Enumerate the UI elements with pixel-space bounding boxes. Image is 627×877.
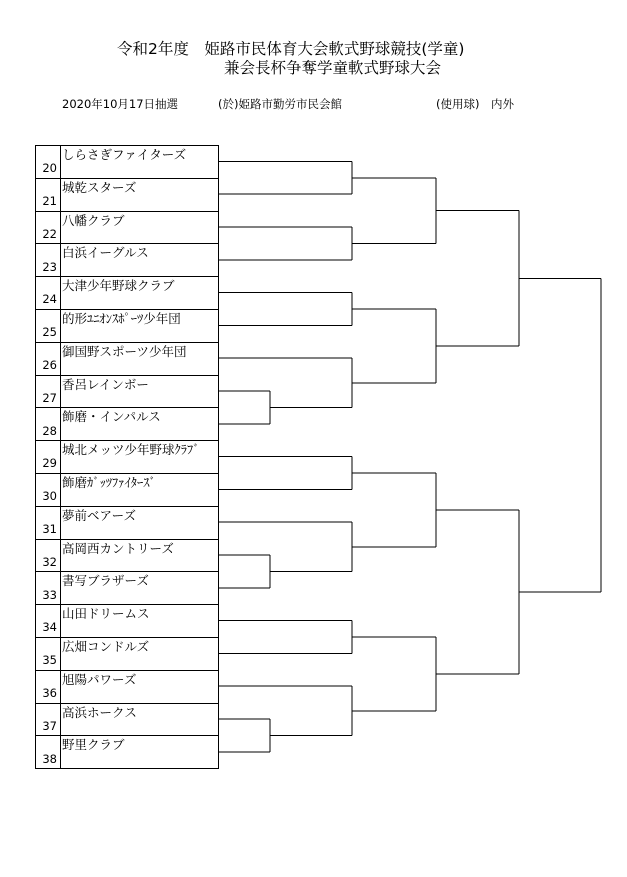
team-number: 34 (42, 620, 57, 635)
team-name: 飾磨ｶﾞｯﾂﾌｧｲﾀｰｽﾞ (62, 474, 156, 490)
team-number: 24 (42, 292, 57, 307)
team-number: 36 (42, 686, 57, 701)
team-number: 26 (42, 358, 57, 373)
team-number: 33 (42, 587, 57, 602)
team-name: 的形ﾕﾆｵﾝｽﾎﾟｰﾂ少年団 (62, 310, 181, 326)
team-number: 31 (42, 522, 57, 537)
team-number: 29 (42, 456, 57, 471)
team-name: 山田ドリームス (62, 606, 150, 622)
team-name: 飾磨・インパルス (62, 409, 161, 425)
team-name: 大津少年野球クラブ (62, 278, 175, 294)
team-name: 広畑コンドルズ (62, 638, 150, 654)
team-number: 22 (42, 226, 57, 241)
team-name: 白浜イーグルス (62, 245, 149, 261)
team-number: 28 (42, 423, 57, 438)
team-name: 香呂レインボー (62, 376, 149, 392)
team-number: 27 (42, 390, 57, 405)
ball-info: (使用球) 内外 (436, 97, 514, 111)
team-name: 旭陽パワーズ (62, 671, 137, 687)
team-name: 書写ブラザーズ (62, 573, 149, 589)
team-name: 城乾スターズ (62, 179, 137, 195)
team-name: 野里クラブ (62, 737, 125, 753)
draw-date: 2020年10月17日抽選 (62, 97, 179, 111)
team-name: 御国野スポーツ少年団 (62, 343, 187, 359)
team-number: 23 (42, 259, 57, 274)
page-subtitle: 兼会長杯争奪学童軟式野球大会 (224, 59, 442, 77)
team-name: 高浜ホークス (62, 704, 137, 720)
team-name: 城北メッツ少年野球ｸﾗﾌﾞ (62, 442, 200, 458)
team-number: 38 (42, 751, 57, 766)
team-number: 20 (42, 161, 57, 176)
team-number: 25 (42, 325, 57, 340)
team-name: 八幡クラブ (62, 212, 125, 228)
team-name: しらさぎファイターズ (62, 147, 187, 162)
page-title: 令和2年度 姫路市民体育大会軟式野球競技(学童) (117, 40, 465, 58)
venue: (於)姫路市勤労市民会館 (218, 97, 342, 111)
team-number: 32 (42, 554, 57, 569)
team-name: 高岡西カントリーズ (62, 540, 174, 556)
team-number: 35 (42, 653, 57, 668)
team-number: 37 (42, 718, 57, 733)
team-number: 30 (42, 489, 57, 504)
team-number: 21 (42, 194, 57, 209)
team-name: 夢前ベアーズ (62, 507, 137, 523)
